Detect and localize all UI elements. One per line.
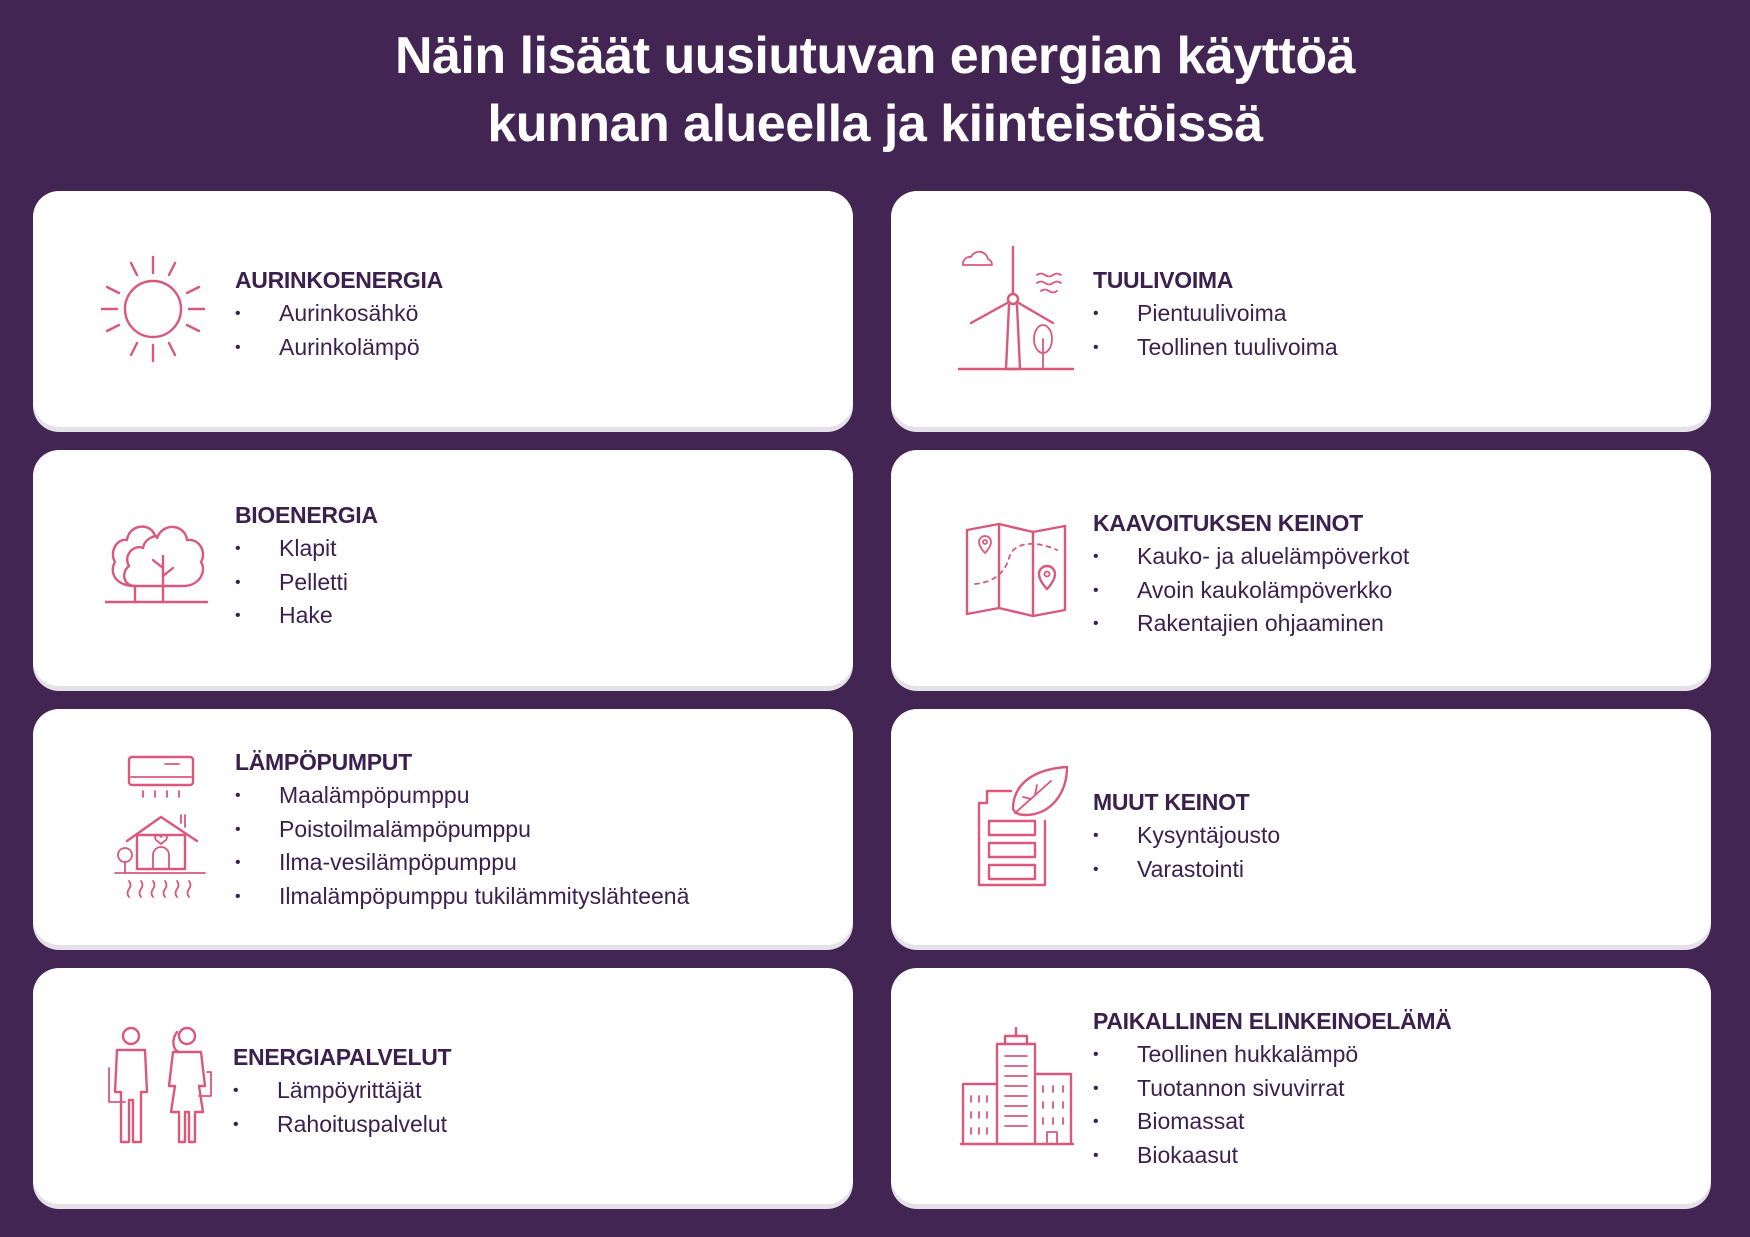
list-item: • Teollinen hukkalämpö [1093,1038,1452,1072]
card-aurinkoenergia [33,191,853,427]
item-list [1093,540,1409,641]
list-item: • Kauko- ja aluelämpöverkot [1093,540,1409,574]
sun-icon [101,249,205,369]
list-item: • Hake [235,599,378,633]
card-bioenergia [33,450,853,686]
card-heading: PAIKALLINEN ELINKEINOELÄMÄ [1093,1008,1452,1034]
card-heading: KAAVOITUKSEN KEINOT [1093,510,1363,536]
card-content [235,745,689,913]
card-heading: TUULIVOIMA [1093,267,1234,293]
card-lampopumput [33,709,853,945]
card-heading: AURINKOENERGIA [235,267,443,293]
list-item: • Kysyntäjousto [1093,819,1280,853]
card-heading: ENERGIAPALVELUT [233,1044,452,1070]
card-content [235,263,443,364]
item-list [1093,1038,1452,1172]
people-icon [107,1026,217,1146]
list-item: • Maalämpöpumppu [235,779,689,813]
list-item: • Rakentajien ohjaaminen [1093,607,1409,641]
title-line-2: kunnan alueella ja kiinteistöissä [487,95,1263,153]
card-tuulivoima [891,191,1711,427]
card-kaavoituksen-keinot [891,450,1711,686]
card-energiapalvelut [33,968,853,1204]
battery-leaf-icon [975,763,1071,893]
card-content [1093,506,1409,641]
list-item: • Avoin kaukolämpöverkko [1093,574,1409,608]
list-item: • Varastointi [1093,853,1280,887]
list-item: • Rahoituspalvelut [233,1108,451,1142]
list-item: • Lämpöyrittäjät [233,1074,451,1108]
card-content [235,498,378,633]
list-item: • Tuotannon sivuvirrat [1093,1072,1452,1106]
item-list [235,297,443,364]
list-item: • Aurinkosähkö [235,297,443,331]
card-content [1093,263,1338,364]
item-list [235,532,378,633]
list-item: • Poistoilmalämpöpumppu [235,813,689,847]
list-item: • Klapit [235,532,378,566]
heat-pump-house-icon [113,755,209,905]
title-line-1: Näin lisäät uusiutuvan energian käyttöä [394,27,1356,85]
list-item: • Ilmalämpöpumppu tukilämmityslähteenä [235,880,689,914]
card-content [1093,1004,1452,1172]
item-list [235,779,689,913]
card-heading: BIOENERGIA [235,502,378,528]
card-heading: LÄMPÖPUMPUT [235,749,412,775]
card-content [233,1040,451,1141]
card-muut-keinot [891,709,1711,945]
map-icon [965,522,1069,622]
card-content [1093,785,1280,886]
list-item: • Pelletti [235,566,378,600]
item-list [1093,819,1280,886]
list-item: • Biokaasut [1093,1139,1452,1173]
trees-icon [105,516,209,606]
item-list [1093,297,1338,364]
list-item: • Ilma-vesilämpöpumppu [235,846,689,880]
buildings-icon [959,1026,1077,1146]
list-item: • Pientuulivoima [1093,297,1338,331]
wind-turbine-icon [957,241,1077,377]
list-item: • Biomassat [1093,1105,1452,1139]
item-list [233,1074,451,1141]
card-heading: MUUT KEINOT [1093,789,1250,815]
card-paikallinen-elinkeinoelama [891,968,1711,1204]
list-item: • Aurinkolämpö [235,331,443,365]
page-title [0,22,1750,158]
list-item: • Teollinen tuulivoima [1093,331,1338,365]
